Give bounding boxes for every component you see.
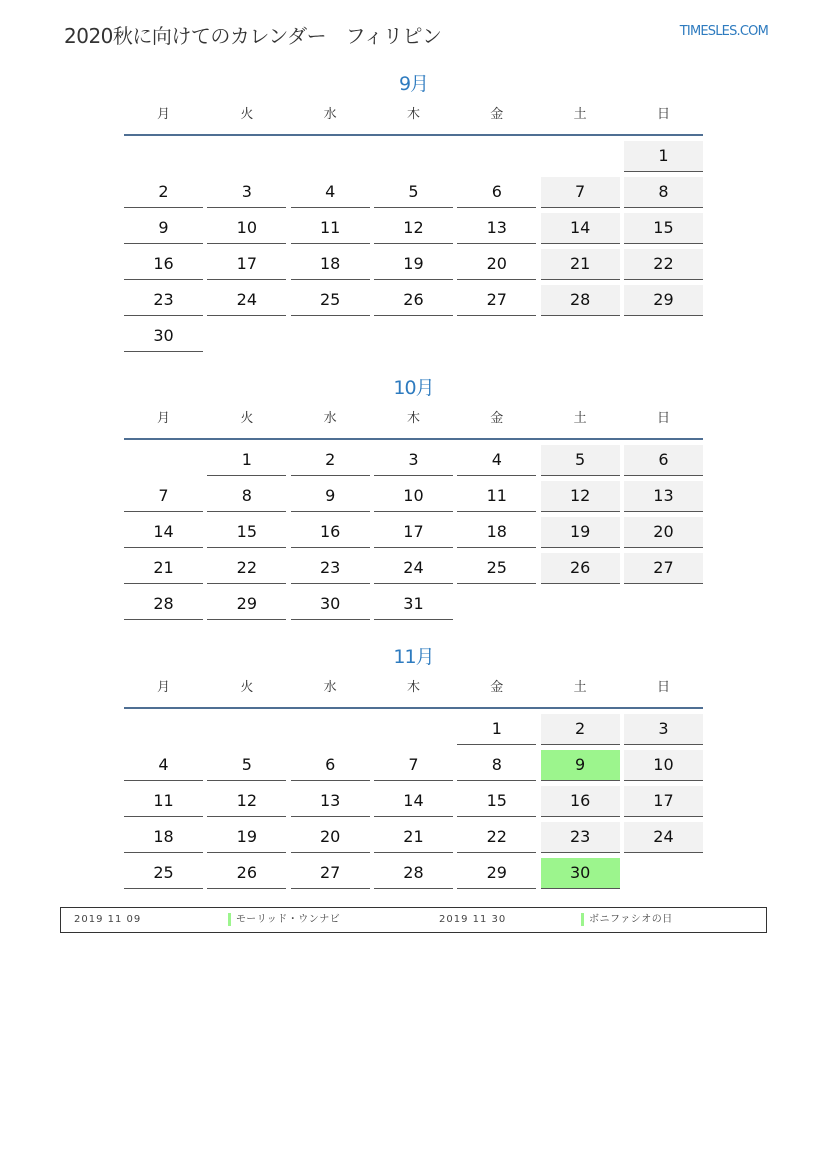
day-cell[interactable]: 7 <box>374 750 453 781</box>
week-row <box>124 321 703 357</box>
weekday-label: 水 <box>323 680 337 695</box>
weekday-label: 土 <box>573 411 587 426</box>
empty-cell <box>291 714 370 744</box>
empty-cell <box>207 321 286 351</box>
week-row <box>124 481 703 517</box>
day-cell[interactable]: 23 <box>291 553 370 584</box>
day-cell[interactable]: 29 <box>457 858 536 889</box>
day-cell[interactable]: 1 <box>207 445 286 476</box>
day-cell[interactable]: 14 <box>124 517 203 548</box>
month-title: 10月 <box>393 377 434 399</box>
day-cell[interactable]: 7 <box>124 481 203 512</box>
empty-cell <box>207 141 286 171</box>
day-cell[interactable]: 15 <box>624 213 703 244</box>
day-cell[interactable]: 15 <box>207 517 286 548</box>
day-cell[interactable]: 9 <box>124 213 203 244</box>
day-cell[interactable]: 8 <box>624 177 703 208</box>
day-cell[interactable]: 25 <box>457 553 536 584</box>
week-row <box>124 822 703 858</box>
day-cell[interactable]: 14 <box>374 786 453 817</box>
month-title: 11月 <box>393 646 434 668</box>
day-cell[interactable]: 1 <box>457 714 536 745</box>
empty-cell <box>124 714 203 744</box>
day-cell[interactable]: 23 <box>124 285 203 316</box>
empty-cell <box>374 141 453 171</box>
day-cell[interactable]: 3 <box>207 177 286 208</box>
day-cell[interactable]: 16 <box>541 786 620 817</box>
day-cell[interactable]: 18 <box>124 822 203 853</box>
empty-cell <box>291 321 370 351</box>
site-link[interactable]: TIMESLES.COM <box>679 24 768 39</box>
day-cell[interactable]: 28 <box>541 285 620 316</box>
legend-date-2: 2019 11 30 <box>439 914 507 925</box>
day-cell[interactable]: 17 <box>374 517 453 548</box>
weekday-label: 日 <box>656 107 670 122</box>
day-cell[interactable]: 4 <box>124 750 203 781</box>
day-cell[interactable]: 13 <box>624 481 703 512</box>
day-cell[interactable]: 21 <box>541 249 620 280</box>
legend-date-1: 2019 11 09 <box>74 914 142 925</box>
week-row <box>124 141 703 177</box>
day-cell[interactable]: 27 <box>457 285 536 316</box>
month-september <box>124 70 703 357</box>
empty-cell <box>374 714 453 744</box>
weekday-label: 日 <box>656 680 670 695</box>
week-row <box>124 213 703 249</box>
day-cell[interactable]: 22 <box>457 822 536 853</box>
day-cell[interactable]: 18 <box>457 517 536 548</box>
day-cell[interactable]: 20 <box>291 822 370 853</box>
page-title: 2020秋に向けてのカレンダー フィリピン <box>64 24 442 48</box>
weekday-label: 水 <box>323 411 337 426</box>
week-row <box>124 177 703 213</box>
week-row <box>124 750 703 786</box>
weekday-label: 土 <box>573 107 587 122</box>
day-cell[interactable]: 16 <box>124 249 203 280</box>
day-cell[interactable]: 5 <box>374 177 453 208</box>
week-row <box>124 858 703 894</box>
day-cell[interactable]: 31 <box>374 589 453 620</box>
day-cell[interactable]: 27 <box>624 553 703 584</box>
weekday-label: 月 <box>156 680 170 695</box>
day-cell[interactable]: 20 <box>624 517 703 548</box>
weekday-label: 木 <box>406 107 420 122</box>
day-cell[interactable]: 30 <box>291 589 370 620</box>
empty-cell <box>457 589 536 619</box>
empty-cell <box>124 141 203 171</box>
day-cell[interactable]: 16 <box>291 517 370 548</box>
legend-color-marker <box>581 913 584 926</box>
day-cell[interactable]: 13 <box>291 786 370 817</box>
day-cell[interactable]: 12 <box>207 786 286 817</box>
empty-cell <box>541 141 620 171</box>
day-cell[interactable]: 2 <box>124 177 203 208</box>
day-cell[interactable]: 3 <box>374 445 453 476</box>
day-cell[interactable]: 19 <box>207 822 286 853</box>
day-cell[interactable]: 17 <box>624 786 703 817</box>
day-cell[interactable]: 22 <box>624 249 703 280</box>
day-cell[interactable]: 10 <box>207 213 286 244</box>
day-cell[interactable]: 20 <box>457 249 536 280</box>
day-cell[interactable]: 15 <box>457 786 536 817</box>
day-cell[interactable]: 30 <box>124 321 203 352</box>
day-cell[interactable]: 8 <box>207 481 286 512</box>
weekday-label: 火 <box>240 411 254 426</box>
day-cell[interactable]: 21 <box>124 553 203 584</box>
empty-cell <box>207 714 286 744</box>
day-cell[interactable]: 6 <box>624 445 703 476</box>
empty-cell <box>624 321 703 351</box>
day-cell[interactable]: 22 <box>207 553 286 584</box>
day-cell[interactable]: 10 <box>374 481 453 512</box>
week-row <box>124 786 703 822</box>
month-october <box>124 374 703 625</box>
day-cell[interactable]: 7 <box>541 177 620 208</box>
day-cell[interactable]: 24 <box>624 822 703 853</box>
empty-cell <box>124 445 203 475</box>
day-cell[interactable]: 25 <box>124 858 203 889</box>
weekday-header <box>124 408 703 440</box>
day-cell[interactable]: 5 <box>541 445 620 476</box>
weekday-label: 木 <box>406 680 420 695</box>
day-cell[interactable]: 19 <box>541 517 620 548</box>
week-row <box>124 517 703 553</box>
day-cell[interactable]: 12 <box>374 213 453 244</box>
empty-cell <box>541 589 620 619</box>
day-cell[interactable]: 19 <box>374 249 453 280</box>
weekday-label: 月 <box>156 107 170 122</box>
weekday-label: 火 <box>240 107 254 122</box>
day-cell[interactable]: 27 <box>291 858 370 889</box>
day-cell[interactable]: 4 <box>291 177 370 208</box>
day-cell[interactable]: 8 <box>457 750 536 781</box>
week-row <box>124 714 703 750</box>
day-cell[interactable]: 3 <box>624 714 703 745</box>
empty-cell <box>374 321 453 351</box>
weekday-label: 金 <box>490 411 504 426</box>
day-cell[interactable]: 12 <box>541 481 620 512</box>
day-cell[interactable]: 4 <box>457 445 536 476</box>
day-cell[interactable]: 30 <box>541 858 620 889</box>
weekday-header <box>124 104 703 136</box>
day-cell[interactable]: 18 <box>291 249 370 280</box>
weekday-label: 日 <box>656 411 670 426</box>
empty-cell <box>457 321 536 351</box>
day-cell[interactable]: 14 <box>541 213 620 244</box>
weekday-label: 水 <box>323 107 337 122</box>
legend-name-1: モーリッド・ウンナビ <box>236 914 341 925</box>
empty-cell <box>457 141 536 171</box>
day-cell[interactable]: 10 <box>624 750 703 781</box>
day-cell[interactable]: 21 <box>374 822 453 853</box>
day-cell[interactable]: 2 <box>291 445 370 476</box>
day-cell[interactable]: 6 <box>457 177 536 208</box>
day-cell[interactable]: 29 <box>624 285 703 316</box>
day-cell[interactable]: 26 <box>207 858 286 889</box>
week-row <box>124 249 703 285</box>
day-cell[interactable]: 11 <box>457 481 536 512</box>
day-cell[interactable]: 17 <box>207 249 286 280</box>
day-cell[interactable]: 6 <box>291 750 370 781</box>
day-cell[interactable]: 1 <box>624 141 703 172</box>
week-row <box>124 285 703 321</box>
weekday-label: 木 <box>406 411 420 426</box>
weekday-label: 火 <box>240 680 254 695</box>
holiday-legend <box>60 907 767 933</box>
day-cell[interactable]: 5 <box>207 750 286 781</box>
week-row <box>124 445 703 481</box>
month-title: 9月 <box>398 73 429 95</box>
day-cell[interactable]: 9 <box>541 750 620 781</box>
legend-name-2: ボニファシオの日 <box>589 914 673 925</box>
weekday-label: 金 <box>490 107 504 122</box>
day-cell[interactable]: 13 <box>457 213 536 244</box>
day-cell[interactable]: 26 <box>541 553 620 584</box>
empty-cell <box>624 858 703 888</box>
empty-cell <box>541 321 620 351</box>
day-cell[interactable]: 24 <box>207 285 286 316</box>
day-cell[interactable]: 11 <box>291 213 370 244</box>
day-cell[interactable]: 28 <box>374 858 453 889</box>
week-row <box>124 553 703 589</box>
week-row <box>124 589 703 625</box>
day-cell[interactable]: 23 <box>541 822 620 853</box>
day-cell[interactable]: 24 <box>374 553 453 584</box>
empty-cell <box>291 141 370 171</box>
day-cell[interactable]: 29 <box>207 589 286 620</box>
empty-cell <box>624 589 703 619</box>
legend-color-marker <box>228 913 231 926</box>
weekday-label: 土 <box>573 680 587 695</box>
day-cell[interactable]: 11 <box>124 786 203 817</box>
day-cell[interactable]: 25 <box>291 285 370 316</box>
weekday-label: 月 <box>156 411 170 426</box>
day-cell[interactable]: 2 <box>541 714 620 745</box>
day-cell[interactable]: 26 <box>374 285 453 316</box>
day-cell[interactable]: 28 <box>124 589 203 620</box>
month-november <box>124 643 703 894</box>
weekday-label: 金 <box>490 680 504 695</box>
weekday-header <box>124 677 703 709</box>
day-cell[interactable]: 9 <box>291 481 370 512</box>
